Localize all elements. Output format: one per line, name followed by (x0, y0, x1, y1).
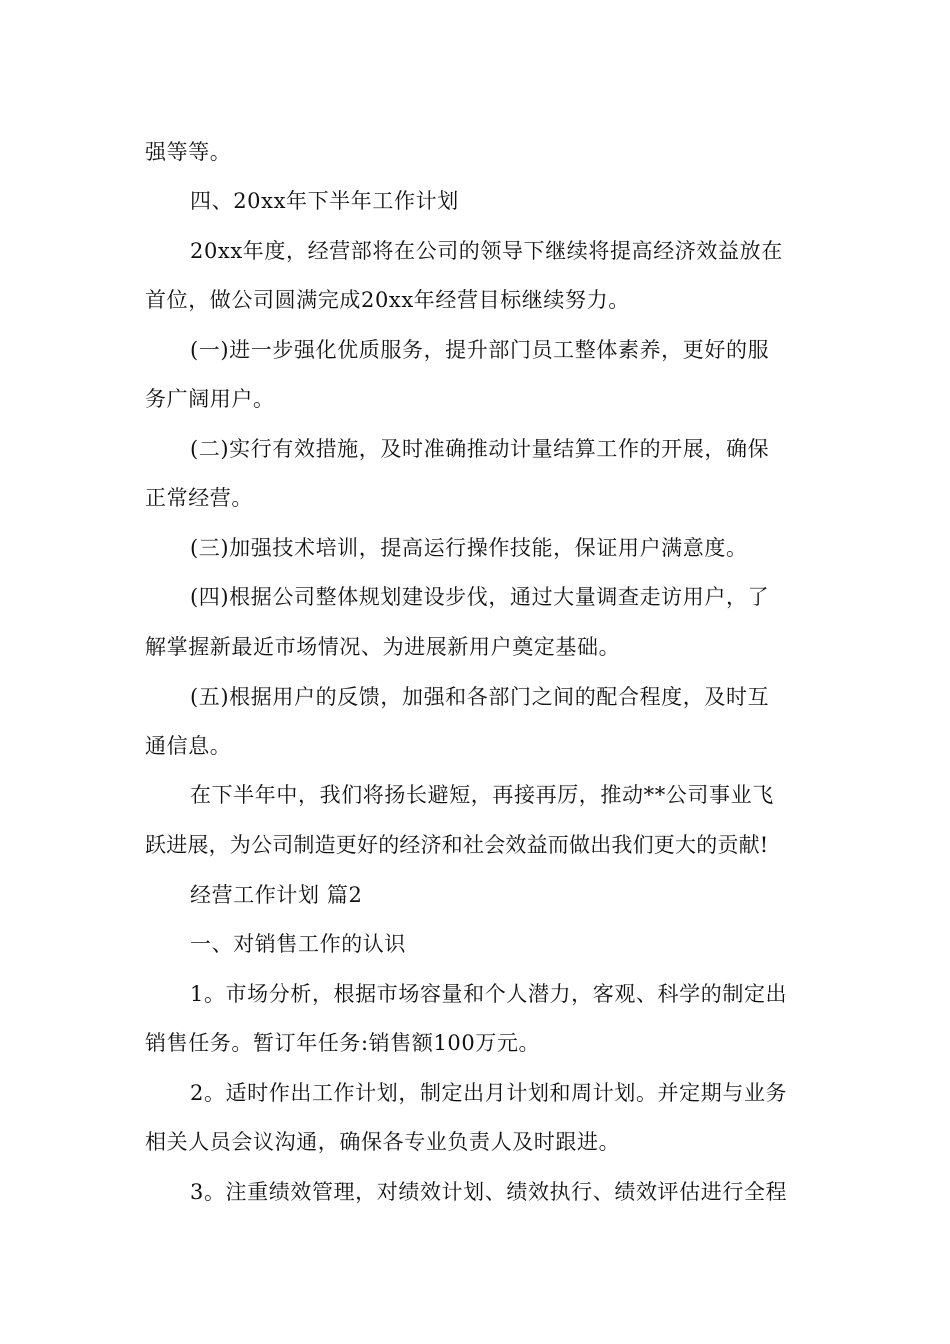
list-item-line: (五)根据用户的反馈，加强和各部门之间的配合程度，及时互 (190, 685, 770, 709)
paragraph-line: 在下半年中，我们将扬长避短，再接再厉，推动**公司事业飞 (190, 783, 774, 807)
section-heading: 一、对销售工作的认识 (190, 932, 406, 956)
list-item-line: 3。注重绩效管理，对绩效计划、绩效执行、绩效评估进行全程 (190, 1180, 788, 1204)
text-line: 强等等。 (145, 140, 232, 164)
list-item-line: (三)加强技术培训，提高运行操作技能，保证用户满意度。 (190, 536, 748, 560)
list-item-line: 1。市场分析，根据市场容量和个人潜力，客观、科学的制定出 (190, 982, 788, 1006)
list-item-line: 解掌握新最近市场情况、为进展新用户奠定基础。 (145, 635, 621, 659)
list-item-line: (一)进一步强化优质服务，提升部门员工整体素养，更好的服 (190, 338, 770, 362)
list-item-line: 相关人员会议沟通，确保各专业负责人及时跟进。 (145, 1130, 621, 1154)
list-item-line: 销售任务。暂订年任务:销售额100万元。 (145, 1031, 541, 1055)
list-item-line: 2。适时作出工作计划，制定出月计划和周计划。并定期与业务 (190, 1081, 788, 1105)
paragraph-line: 20xx年度，经营部将在公司的领导下继续将提高经济效益放在 (190, 239, 783, 263)
paragraph-line: 首位，做公司圆满完成20xx年经营目标继续努力。 (145, 288, 630, 312)
list-item-line: 正常经营。 (145, 486, 253, 510)
paragraph-line: 跃进展，为公司制造更好的经济和社会效益而做出我们更大的贡献! (145, 833, 769, 857)
section-heading: 经营工作计划 篇2 (190, 883, 363, 907)
list-item-line: (二)实行有效措施，及时准确推动计量结算工作的开展，确保 (190, 437, 770, 461)
list-item-line: (四)根据公司整体规划建设步伐，通过大量调查走访用户，了 (190, 585, 770, 609)
section-heading: 四、20xx年下半年工作计划 (190, 189, 459, 213)
list-item-line: 务广阔用户。 (145, 387, 275, 411)
list-item-line: 通信息。 (145, 734, 232, 758)
